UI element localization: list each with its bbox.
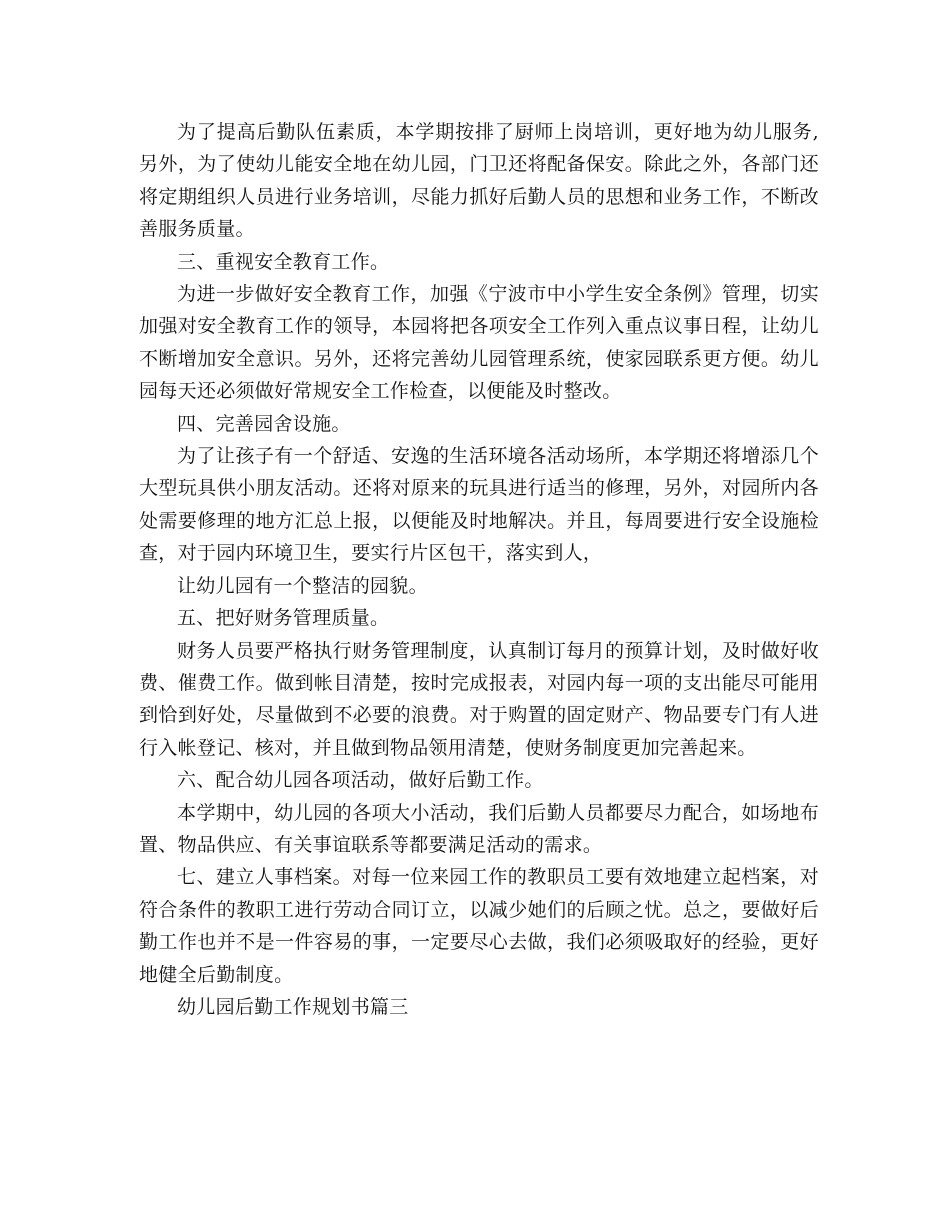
document-body [139, 116, 819, 1023]
heading-safety-education: 三、重视安全教育工作。 [177, 250, 390, 273]
paragraph-training: 为了提高后勤队伍素质，本学期按排了厨师上岗培训，更好地为幼儿服务, 另外，为了使幼儿能安全地在幼儿园，门卫还将配备保安。除此之外，各部门还将定期组织人员进行业务培训，尽能力抓好后勤人员的思想和业务工作，不断改善服务质量。 [139, 121, 819, 241]
heading-facilities: 四、完善园舍设施。 [177, 412, 351, 435]
section-title-part-three: 幼儿园后勤工作规划书篇三 [177, 995, 409, 1018]
heading-activities: 六、配合幼儿园各项活动，做好后勤工作。 [177, 769, 544, 792]
paragraph-personnel-files: 七、建立人事档案。对每一位来园工作的教职员工要有效地建立起档案，对符合条件的教职工进行劳动合同订立，以减少她们的后顾之忧。总之，要做好后勤工作也并不是一件容易的事，一定要尽心去做，我们必须吸取好的经验，更好地健全后勤制度。 [139, 866, 819, 986]
paragraph-safety-education: 为进一步做好安全教育工作，加强《宁波市中小学生安全条例》管理，切实加强对安全教育工作的领导，本园将把各项安全工作列入重点议事日程，让幼儿不断增加安全意识。另外，还将完善幼儿园管理系统，使家园联系更方便。幼儿园每天还必须做好常规安全工作检查，以便能及时整改。 [139, 283, 819, 403]
heading-finance: 五、把好财务管理质量。 [177, 607, 390, 630]
paragraph-activities: 本学期中，幼儿园的各项大小活动，我们后勤人员都要尽力配合，如场地布置、物品供应、有关事谊联系等都要满足活动的需求。 [139, 801, 819, 856]
paragraph-finance: 财务人员要严格执行财务管理制度，认真制订每月的预算计划，及时做好收费、催费工作。做到帐目清楚，按时完成报表，对园内每一项的支出能尽可能用到恰到好处，尽量做到不必要的浪费。对于购置的固定财产、物品要专门有人进行入帐登记、核对，并且做到物品领用清楚，使财务制度更加完善起来。 [139, 639, 819, 759]
paragraph-facilities: 为了让孩子有一个舒适、安逸的生活环境各活动场所，本学期还将增添几个大型玩具供小朋友活动。还将对原来的玩具进行适当的修理，另外，对园所内各处需要修理的地方汇总上报，以便能及时地解决。并且，每周要进行安全设施检查，对于园内环境卫生，要实行片区包干，落实到人， [139, 445, 819, 565]
paragraph-facilities-continued: 让幼儿园有一个整洁的园貌。 [177, 574, 428, 597]
